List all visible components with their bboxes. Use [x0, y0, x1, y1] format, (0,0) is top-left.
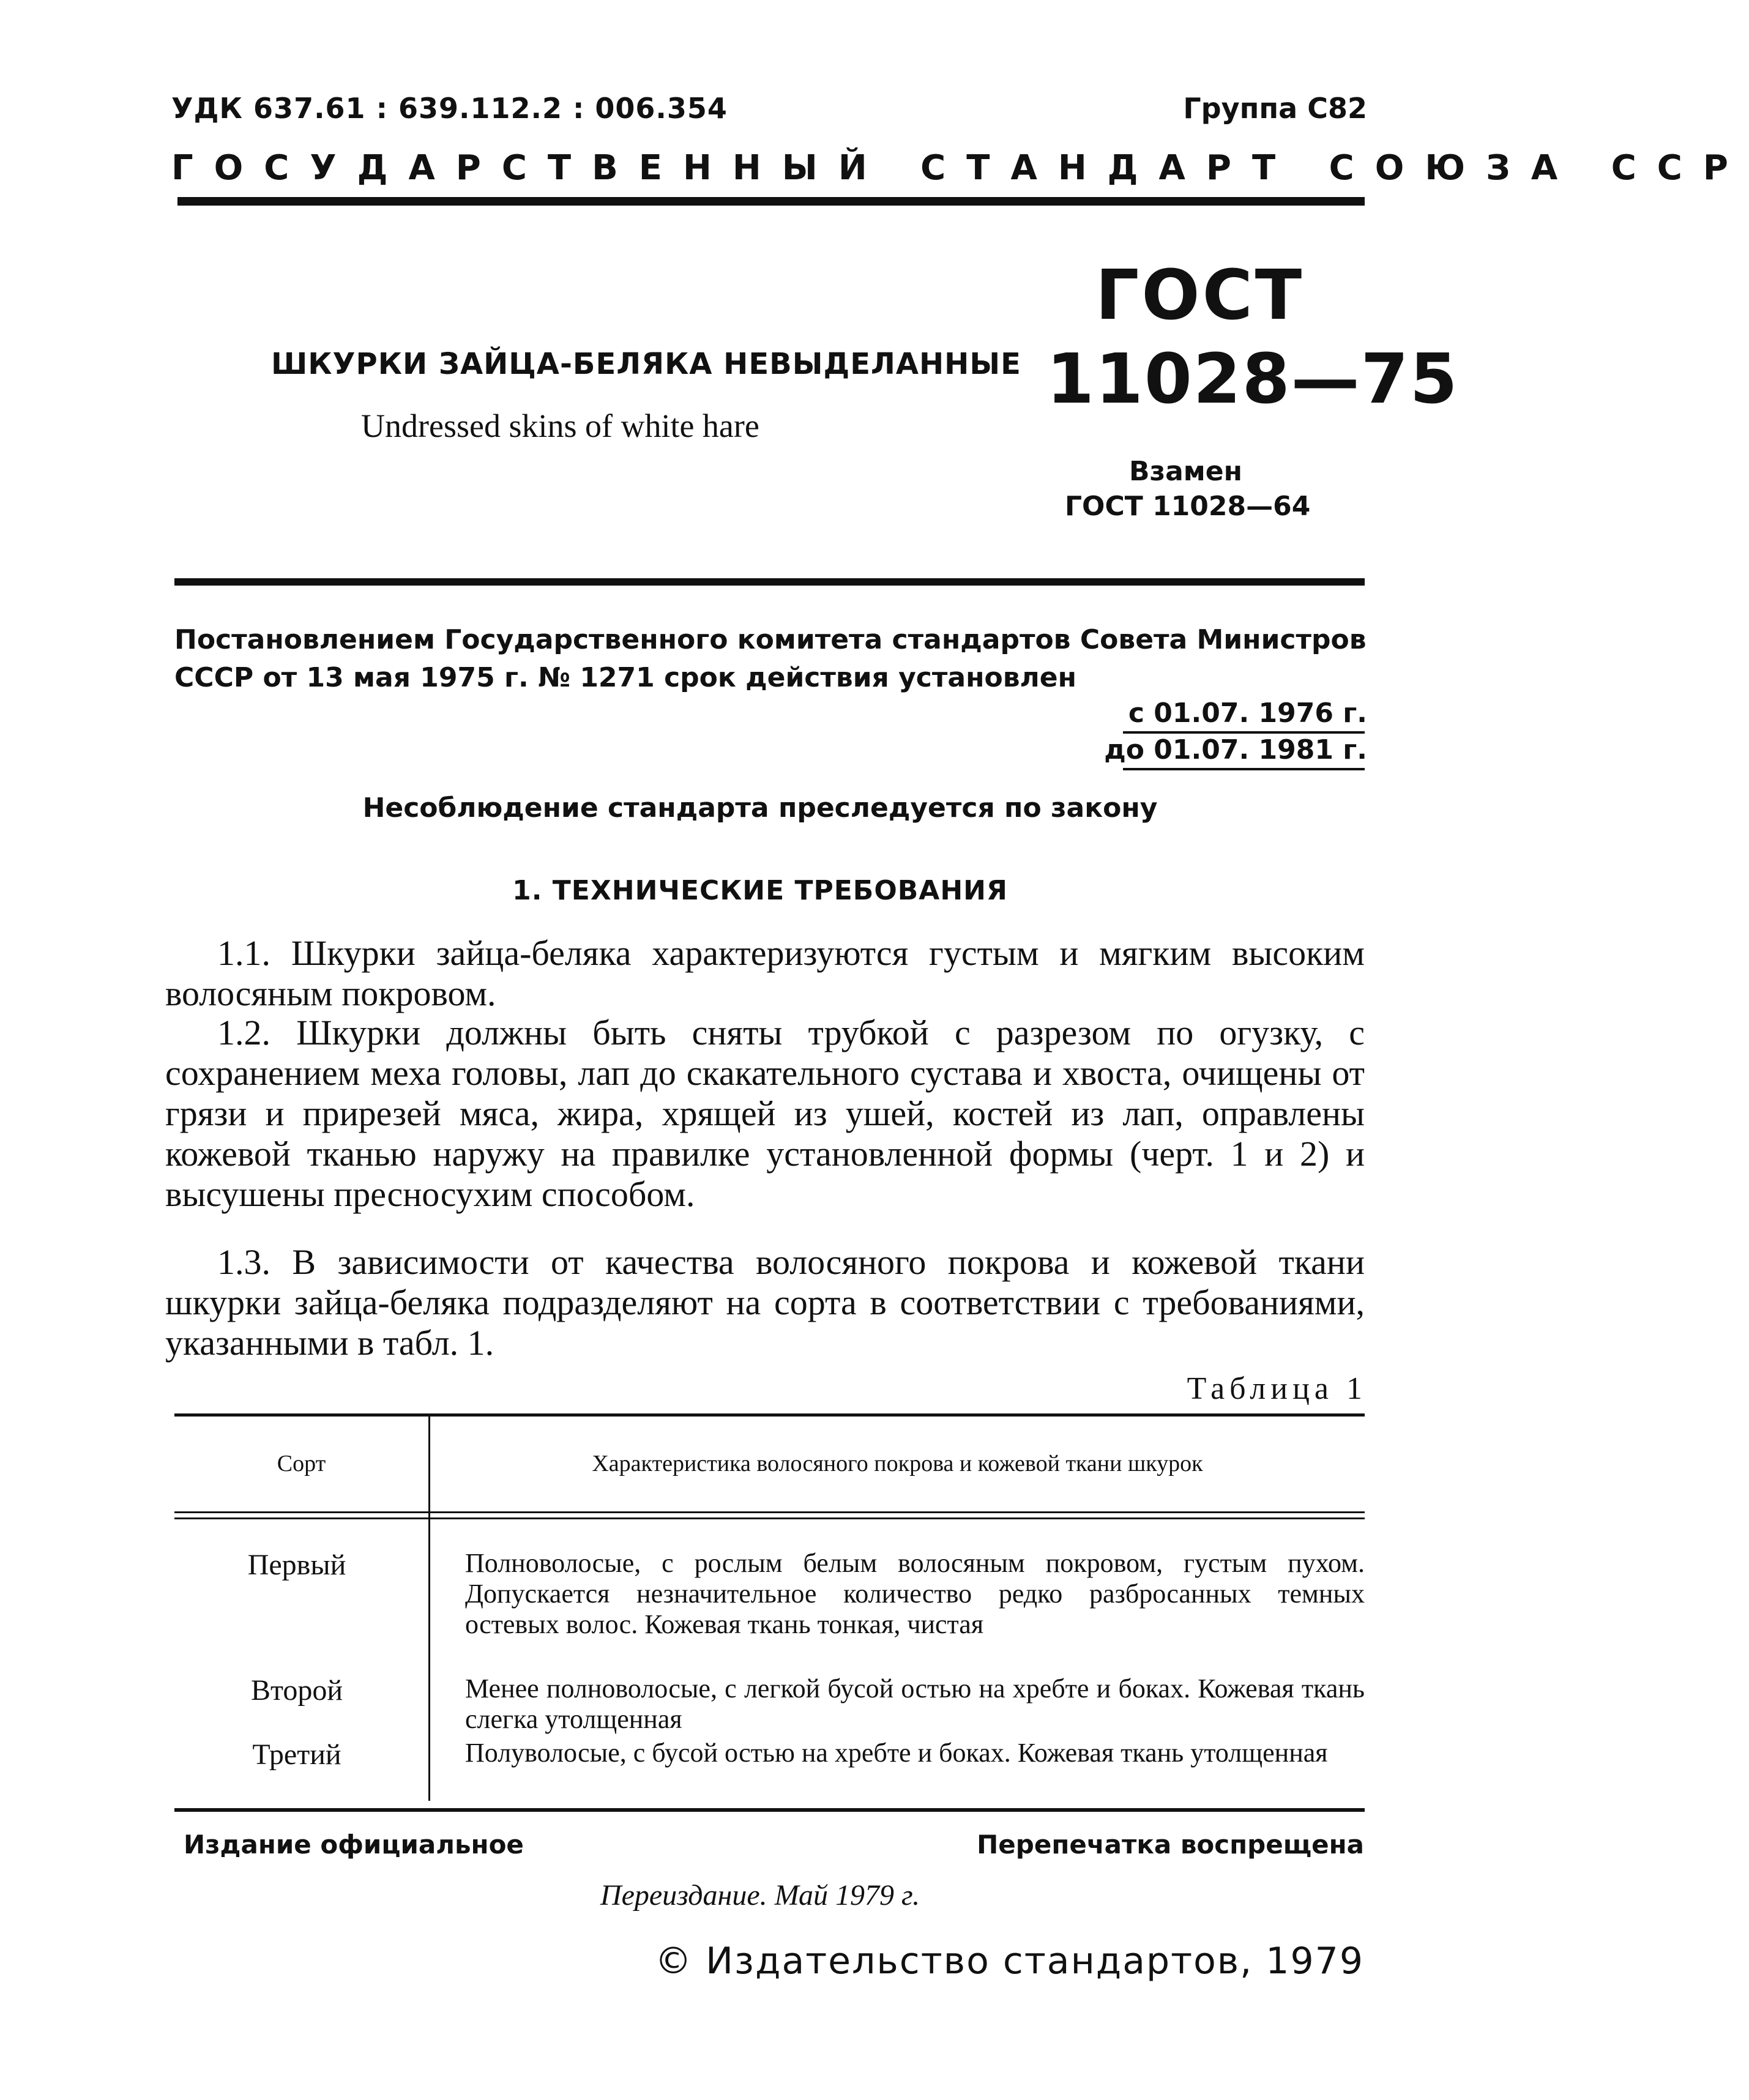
validity-date-to: до 01.07. 1981 г.: [1104, 734, 1367, 765]
udk-code: УДК 637.61 : 639.112.2 : 006.354: [171, 92, 728, 125]
table-header-rule-2: [174, 1517, 1365, 1519]
table-row-3-description: Полуволосые, с бусой остью на хребте и боках. Кожевая ткань утолщенная: [465, 1738, 1328, 1768]
paragraph-1-2: 1.2. Шкурки должны быть сняты трубкой с разрезом по огузку, с сохранением меха головы, лап до скакательного сустава и хвоста, очищены от грязи и прирезей мяса, жира, хрящей из ушей, костей из лап, оправлены кожевой тканью наружу на правилке установленной формы (черт. 1 и 2) и высушены пресносухим способом.: [165, 1013, 1365, 1214]
table-header-description: Характеристика волосяного покрова и кожевой ткани шкурок: [592, 1451, 1203, 1476]
date-rule-2: [1123, 768, 1365, 770]
paragraph-1-1: 1.1. Шкурки зайца-беляка характеризуются густым и мягким высоким волосяным покровом.: [165, 933, 1365, 1013]
legal-warning: Несоблюдение стандарта преследуется по закону: [362, 792, 1158, 824]
official-edition: Издание официальное: [184, 1830, 524, 1860]
copyright: © Издательство стандартов, 1979: [655, 1940, 1364, 1983]
table-row-1-description: Полноволосые, с рослым белым волосяным покровом, густым пухом. Допускается незначительное количество редко разбросанных темных остевых волос. Кожевая ткань тонкая, чистая: [465, 1548, 1365, 1639]
table-row-2-description: Менее полноволосые, с легкой бусой остью на хребте и боках. Кожевая ткань слегка утолщенная: [465, 1674, 1365, 1734]
date-rule-1: [1123, 731, 1365, 734]
gost-label: ГОСТ: [1095, 256, 1305, 335]
table-header-grade: Сорт: [277, 1451, 326, 1476]
replaces-label: Взамен: [1129, 456, 1243, 487]
state-standard-heading: ГОСУДАРСТВЕННЫЙ СТАНДАРТ СОЮЗА ССР: [171, 148, 1749, 188]
group-code: Группа С82: [1183, 92, 1367, 125]
header-rule: [177, 197, 1365, 206]
table-top-rule: [174, 1413, 1365, 1417]
table-caption: Таблица 1: [1187, 1371, 1367, 1406]
table-row-1-grade: Первый: [247, 1549, 346, 1581]
decree-text: Постановлением Государственного комитета стандартов Совета Министров СССР от 13 мая 1975 г. № 1271 срок действия установлен: [174, 624, 1367, 693]
paragraph-1-3: 1.3. В зависимости от качества волосяного покрова и кожевой ткани шкурки зайца-беляка подразделяют на сорта в соответствии с требованиями, указанными в табл. 1.: [165, 1242, 1365, 1363]
table-row-3-grade: Третий: [252, 1738, 341, 1771]
table-bottom-rule: [174, 1808, 1365, 1812]
title-english: Undressed skins of white hare: [361, 408, 759, 444]
title-rule: [174, 578, 1365, 586]
reissue-note: Переиздание. Май 1979 г.: [600, 1879, 920, 1912]
title-russian: ШКУРКИ ЗАЙЦА-БЕЛЯКА НЕВЫДЕЛАННЫЕ: [271, 347, 1021, 381]
validity-date-from: с 01.07. 1976 г.: [1128, 698, 1367, 729]
replaces-value: ГОСТ 11028—64: [1065, 491, 1311, 522]
reprint-prohibited: Перепечатка воспрещена: [977, 1830, 1364, 1860]
table-row-2-grade: Второй: [250, 1674, 343, 1707]
table-header-rule-1: [174, 1511, 1365, 1513]
section-title: 1. ТЕХНИЧЕСКИЕ ТРЕБОВАНИЯ: [512, 875, 1008, 906]
gost-number: 11028—75: [1046, 340, 1459, 419]
